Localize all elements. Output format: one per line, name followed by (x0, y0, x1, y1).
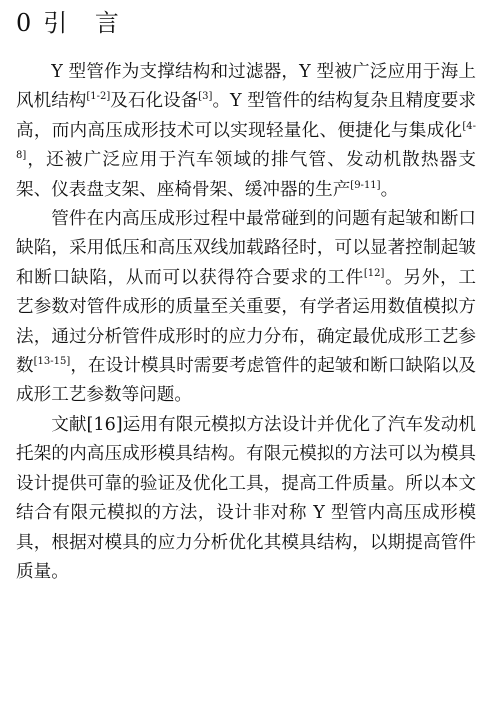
citation-ref: [4-8] (16, 120, 476, 162)
section-title: 引 言 (43, 9, 129, 37)
paragraph-text: 。另外，工艺参数对管件成形的质量至关重要，有学者运用数值模拟方法，通过分析管件成形时的应力分布，确定最优成形工艺参数 (16, 267, 476, 377)
citation-ref: [1-2] (86, 91, 111, 103)
paragraph-text: 。Y 型管件的结构复杂且精度要求高，而内高压成形技术可以实现轻量化、便捷化与集成化 (16, 91, 476, 141)
paragraph-1 (16, 58, 476, 205)
paragraph-2 (16, 205, 476, 411)
citation-ref: [12] (363, 267, 385, 279)
section-number: 0 (16, 9, 32, 37)
paragraph-text: ，还被广泛应用于汽车领域的排气管、发动机散热器支架、仪表盘支架、座椅骨架、缓冲器的生产 (16, 150, 476, 200)
paragraph-text: Y 型管作为支撑结构和过滤器，Y 型被广泛应用于海上风机结构 (16, 62, 476, 112)
citation-ref: [9-11] (350, 179, 381, 191)
paragraph-text: 管件在内高压成形过程中最常碰到的问题有起皱和断口缺陷，采用低压和高压双线加载路径时，可以显著控制起皱和断口缺陷，从而可以获得符合要求的工件 (16, 209, 476, 288)
paragraph-text: 及石化设备 (110, 91, 199, 112)
paragraph-text: ，在设计模具时需要考虑管件的起皱和断口缺陷以及成形工艺参数等问题。 (16, 356, 476, 406)
paragraph-text: 。 (380, 179, 399, 200)
citation-ref: [13-15] (33, 356, 71, 368)
paragraph-text: 文献[16]运用有限元模拟方法设计并优化了汽车发动机托架的内高压成形模具结构。有限元模拟的方法可以为模具设计提供可靠的验证及优化工具，提高工件质量。所以本文结合有限元模拟的方法，设计非对称 Y 型管内高压成形模具，根据对模具的应力分析优化其模具结构，以期提高管件质量。 (16, 414, 476, 582)
section-heading (16, 8, 476, 38)
paragraph-3 (16, 411, 476, 587)
citation-ref: [3] (198, 91, 213, 103)
